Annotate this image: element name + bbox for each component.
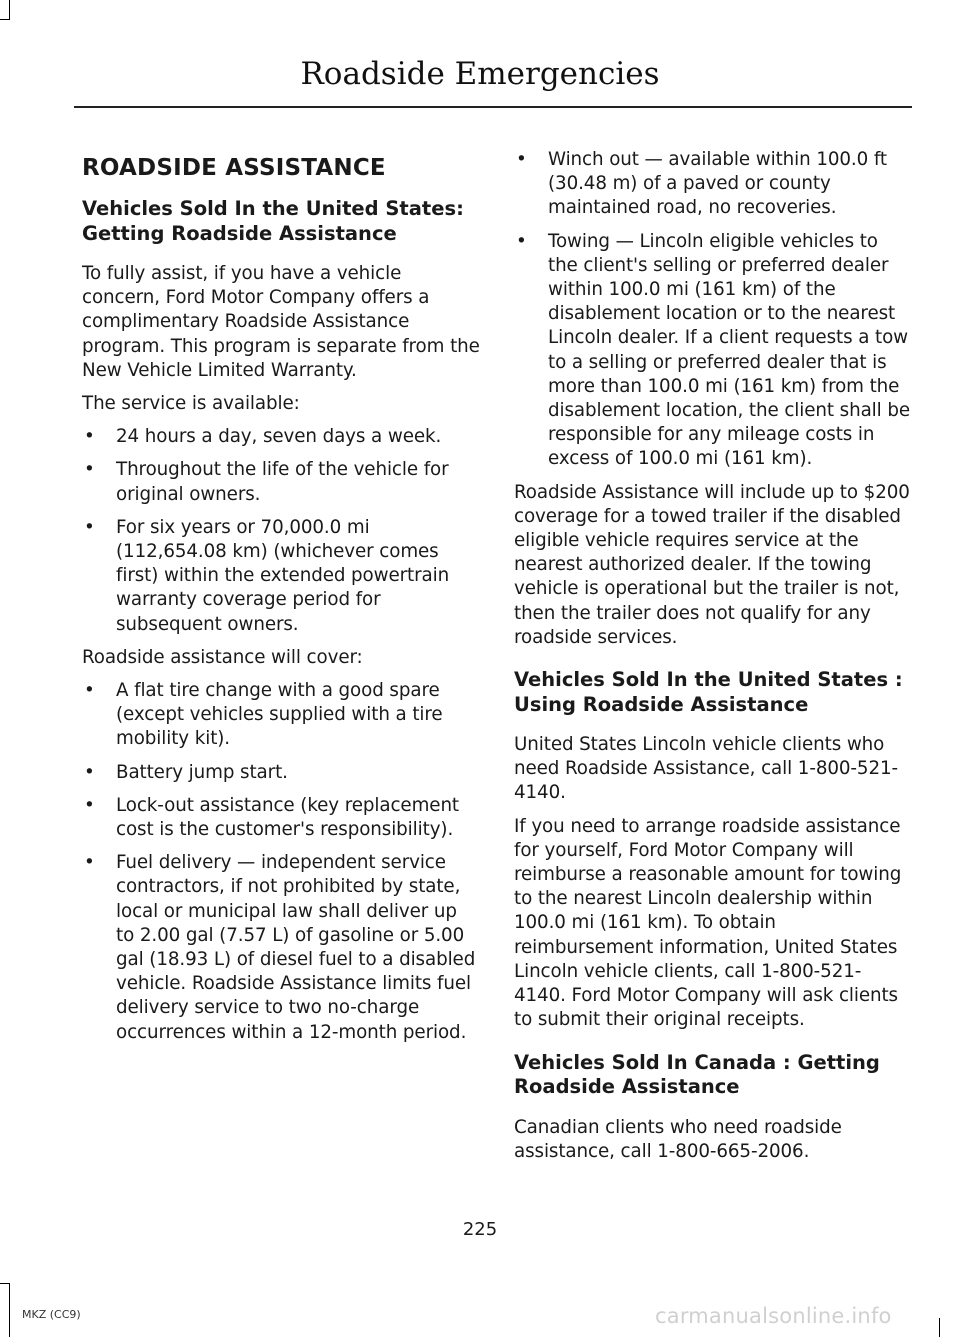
- cover-list-item: • Lock-out assistance (key replacement cost is the customer's responsibility).: [82, 794, 480, 842]
- us-using-heading: Vehicles Sold In the United States : Using Roadside Assistance: [514, 668, 903, 716]
- crop-mark-top-left-vertical: [9, 0, 10, 20]
- section-heading: ROADSIDE ASSISTANCE: [82, 155, 386, 181]
- page-header-title: Roadside Emergencies: [300, 56, 660, 92]
- canada-heading: Vehicles Sold In Canada : Getting Roadside Assistance: [514, 1050, 880, 1098]
- cover-list-item: • Battery jump start.: [82, 761, 480, 785]
- cover-list-item: • Fuel delivery — independent service contractors, if not prohibited by state, local or municipal law shall deliver up to 2.00 gal (7.57 L) of gasoline or 5.00 gal (18.93 L) of diesel fuel to a disabled vehicle. Roadside Assistance limits fuel delivery service to two no-charge occurrences within a 12-month period.: [82, 851, 480, 1045]
- canada-paragraph: Canadian clients who need roadside assistance, call 1-800-665-2006.: [514, 1116, 842, 1162]
- cover-label: Roadside assistance will cover:: [82, 646, 363, 668]
- header-divider: [74, 106, 912, 108]
- service-label: The service is available:: [82, 393, 300, 415]
- left-column: [82, 150, 480, 1054]
- intro-paragraph: To fully assist, if you have a vehicle concern, Ford Motor Company offers a complimentary Roadside Assistance program. This program is separate from the New Vehicle Limited Warranty.: [82, 263, 480, 381]
- reimbursement-paragraph: If you need to arrange roadside assistance for yourself, Ford Motor Company will reimburse a reasonable amount for towing to the nearest Lincoln dealership within 100.0 mi (161 km). To obtain reimbursement information, United States Lincoln vehicle clients, call 1-800-521-4140. Ford Motor Company will ask clients to submit their original receipts.: [514, 815, 902, 1031]
- crop-mark-top-left-horizontal: [0, 19, 10, 20]
- us-using-paragraph: United States Lincoln vehicle clients who need Roadside Assistance, call 1-800-521-4140.: [514, 734, 899, 804]
- service-list-item: • For six years or 70,000.0 mi (112,654.08 km) (whichever comes first) within the extended powertrain warranty coverage period for subsequent owners.: [82, 516, 480, 637]
- cover-list-item: • A flat tire change with a good spare (except vehicles supplied with a tire mobility kit).: [82, 679, 480, 752]
- page-number: 225: [462, 1219, 498, 1240]
- service-list-item: • 24 hours a day, seven days a week.: [82, 425, 480, 449]
- model-code: MKZ (CC9): [22, 1308, 81, 1321]
- us-getting-heading: Vehicles Sold In the United States: Getting Roadside Assistance: [82, 197, 464, 245]
- crop-mark-bottom-left-horizontal: [0, 1283, 10, 1284]
- crop-mark-bottom-left-vertical: [9, 1283, 10, 1337]
- cover-list-item: • Winch out — available within 100.0 ft (30.48 m) of a paved or county maintained road, no recoveries.: [514, 148, 912, 221]
- service-list-item: • Throughout the life of the vehicle for original owners.: [82, 458, 480, 506]
- watermark: carmanualsonline.info: [655, 1304, 892, 1328]
- right-column: [514, 148, 912, 1173]
- cover-list-item: • Towing — Lincoln eligible vehicles to the client's selling or preferred dealer within 100.0 mi (161 km) of the disablement location or to the nearest Lincoln dealer. If a client requests a tow to a selling or preferred dealer that is more than 100.0 mi (161 km) from the disablement location, the client shall be responsible for any mileage costs in excess of 100.0 mi (161 km).: [514, 230, 912, 472]
- crop-mark-bottom-right-vertical: [939, 1318, 940, 1337]
- trailer-paragraph: Roadside Assistance will include up to $200 coverage for a towed trailer if the disabled eligible vehicle requires service at the nearest authorized dealer. If the towing vehicle is operational but the trailer is not, then the trailer does not qualify for any roadside services.: [514, 481, 910, 648]
